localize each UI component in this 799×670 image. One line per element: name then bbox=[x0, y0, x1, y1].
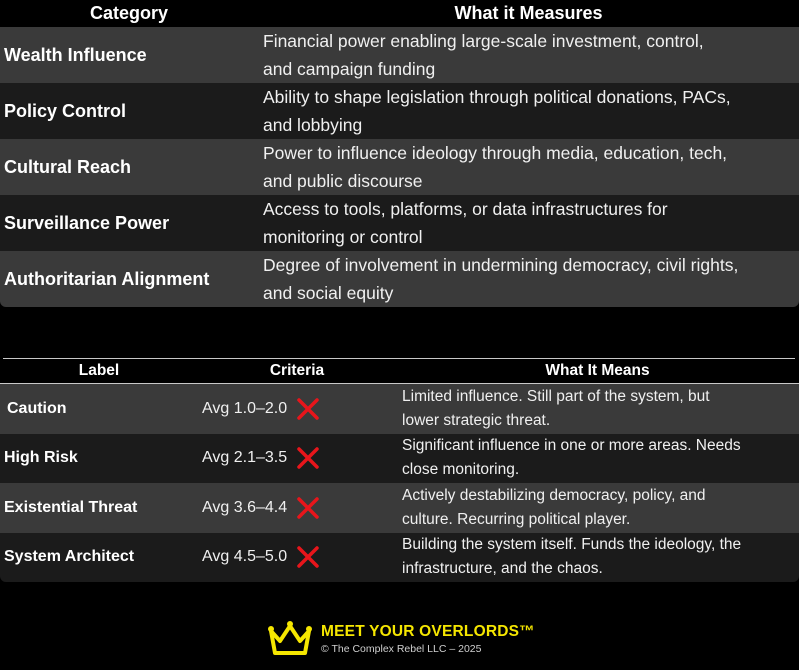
measure-line: Power to influence ideology through media, education, tech, bbox=[263, 143, 728, 163]
meaning-line: Building the system itself. Funds the ideology, the bbox=[402, 536, 742, 554]
category-name: Cultural Reach bbox=[4, 156, 132, 177]
category-measure bbox=[258, 139, 799, 195]
table-row bbox=[0, 251, 799, 307]
risk-meaning bbox=[400, 434, 799, 482]
criteria-text: Avg 3.6–4.4 bbox=[202, 498, 288, 516]
measure-line: monitoring or control bbox=[263, 227, 423, 247]
cross-mark-icon bbox=[295, 445, 321, 471]
meaning-line: Limited influence. Still part of the system, but bbox=[402, 387, 710, 405]
measure-line: Access to tools, platforms, or data infrastructures for bbox=[263, 199, 668, 219]
meaning-line: Actively destabilizing democracy, policy, and bbox=[402, 486, 706, 504]
risk-table-header bbox=[0, 359, 799, 384]
measure-line: Financial power enabling large-scale investment, control, bbox=[263, 31, 704, 51]
risk-criteria bbox=[202, 445, 400, 471]
meaning-line: culture. Recurring political player. bbox=[402, 510, 631, 528]
category-table bbox=[0, 0, 799, 307]
meaning-line: Significant influence in one or more areas. Needs bbox=[402, 437, 741, 455]
measure-line: and social equity bbox=[263, 283, 394, 303]
risk-criteria bbox=[202, 495, 400, 521]
category-measure bbox=[258, 83, 799, 139]
criteria-text: Avg 1.0–2.0 bbox=[202, 399, 288, 417]
table-row bbox=[0, 27, 799, 83]
risk-label: System Architect bbox=[4, 548, 135, 566]
header-what-it-means: What It Means bbox=[545, 362, 650, 379]
risk-meaning bbox=[400, 385, 799, 433]
measure-line: and lobbying bbox=[263, 115, 363, 135]
risk-meaning bbox=[400, 484, 799, 532]
brand-text bbox=[321, 623, 535, 655]
category-measure bbox=[258, 195, 799, 251]
table-row bbox=[0, 195, 799, 251]
criteria-text: Avg 2.1–3.5 bbox=[202, 449, 288, 467]
risk-label: Existential Threat bbox=[4, 498, 138, 516]
brand-footer bbox=[266, 617, 535, 661]
measure-line: and public discourse bbox=[263, 171, 423, 191]
category-table-header bbox=[0, 0, 799, 27]
risk-criteria bbox=[202, 544, 400, 570]
risk-label: Caution bbox=[7, 399, 67, 417]
header-category: Category bbox=[89, 3, 169, 23]
header-label: Label bbox=[78, 362, 120, 379]
crown-icon bbox=[266, 619, 314, 659]
cross-mark-icon bbox=[295, 544, 321, 570]
category-name: Surveillance Power bbox=[4, 212, 170, 233]
meaning-line: lower strategic threat. bbox=[402, 411, 551, 429]
header-what-it-measures: What it Measures bbox=[454, 3, 603, 23]
table-row bbox=[0, 83, 799, 139]
risk-meaning bbox=[400, 533, 799, 581]
meaning-line: close monitoring. bbox=[402, 461, 520, 479]
category-name: Policy Control bbox=[4, 100, 127, 121]
meaning-line: infrastructure, and the chaos. bbox=[402, 560, 603, 578]
table-row bbox=[0, 434, 799, 484]
brand-name: MEET YOUR OVERLORDS™ bbox=[321, 623, 535, 640]
category-measure bbox=[258, 27, 799, 83]
measure-line: Degree of involvement in undermining democracy, civil rights, bbox=[263, 255, 739, 275]
table-row bbox=[0, 139, 799, 195]
risk-criteria bbox=[202, 396, 400, 422]
measure-line: Ability to shape legislation through political donations, PACs, bbox=[263, 87, 731, 107]
category-name: Authoritarian Alignment bbox=[4, 268, 210, 289]
cross-mark-icon bbox=[295, 495, 321, 521]
category-measure bbox=[258, 251, 799, 307]
risk-label-table bbox=[0, 358, 799, 582]
table-row bbox=[0, 384, 799, 434]
cross-mark-icon bbox=[295, 396, 321, 422]
header-criteria: Criteria bbox=[269, 362, 325, 379]
copyright-text: © The Complex Rebel LLC – 2025 bbox=[321, 643, 482, 655]
table-row bbox=[0, 483, 799, 533]
criteria-text: Avg 4.5–5.0 bbox=[202, 548, 288, 566]
table-row bbox=[0, 533, 799, 583]
measure-line: and campaign funding bbox=[263, 59, 436, 79]
category-name: Wealth Influence bbox=[4, 44, 147, 65]
risk-label: High Risk bbox=[4, 449, 78, 467]
